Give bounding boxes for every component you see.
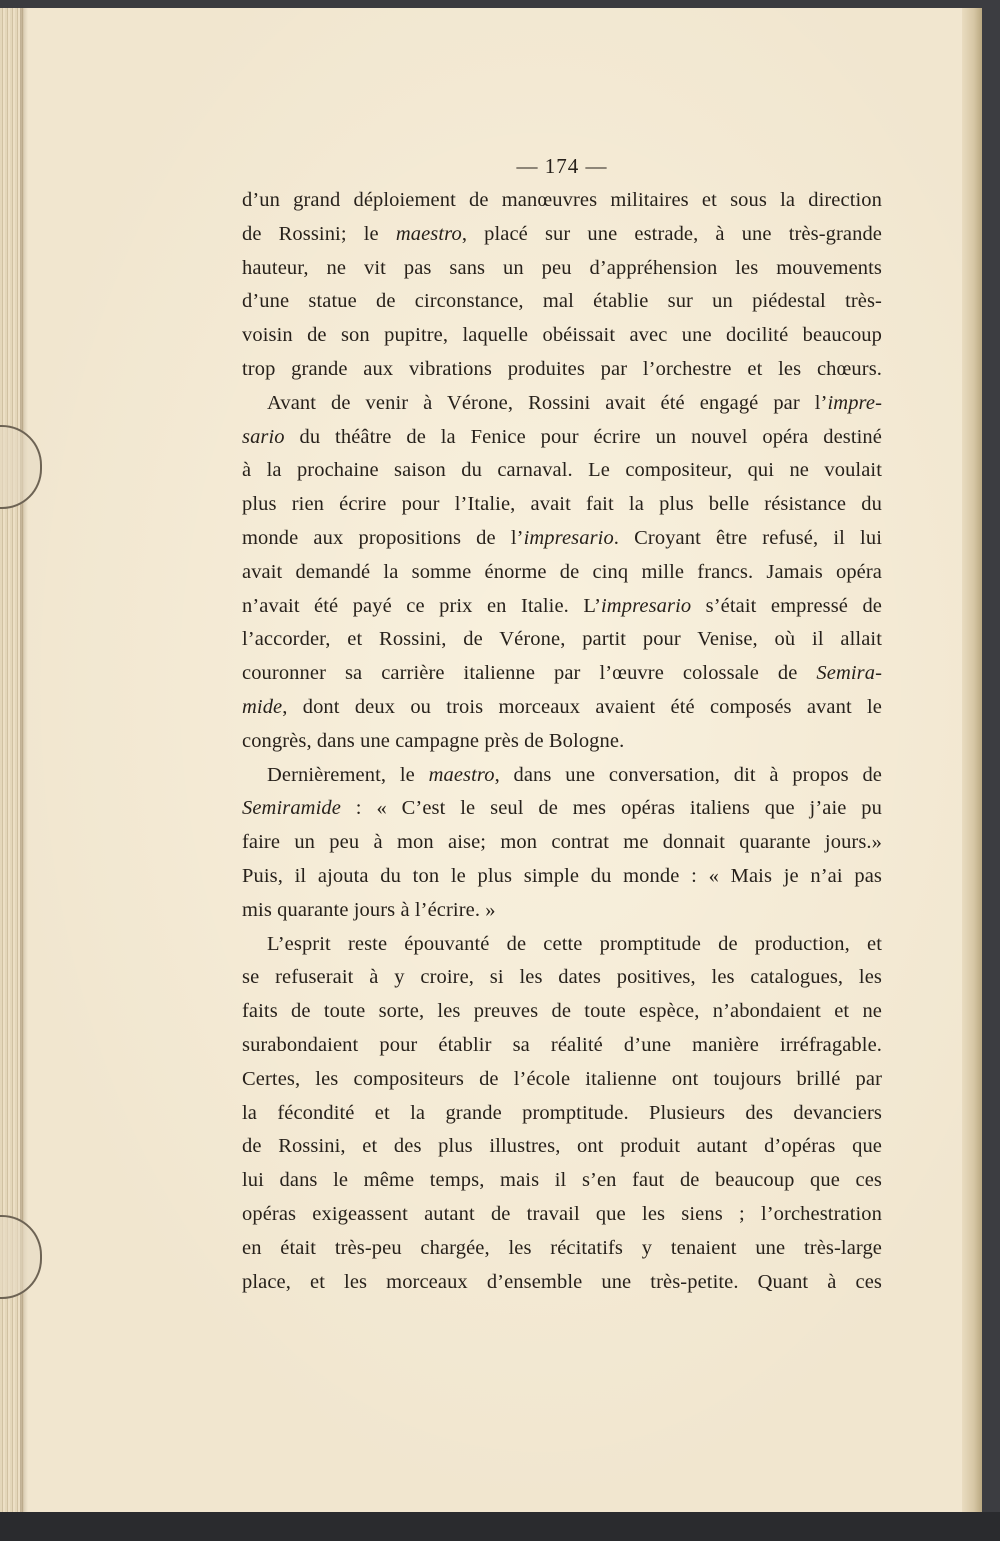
text-run: trop grande aux vibrations produites par l’orchestre et les chœurs. — [242, 357, 882, 380]
text-line — [242, 556, 882, 590]
text-run: mis quarante jours à l’écrire. » — [242, 898, 496, 921]
text-run: de Rossini, et des plus illustres, ont produit autant d’opéras que — [242, 1135, 882, 1158]
text-run: n’avait été payé ce prix en Italie. L’ — [242, 594, 602, 617]
text-line — [242, 454, 882, 488]
text-run: se refuserait à y croire, si les dates positives, les catalogues, les — [242, 966, 882, 989]
text-line — [242, 1164, 882, 1198]
text-run: en était très-peu chargée, les récitatifs y tenaient une très-large — [242, 1236, 882, 1259]
text-run: congrès, dans une campagne près de Bologne. — [242, 729, 625, 752]
scan-background-right — [980, 0, 1000, 1541]
text-line — [242, 725, 882, 759]
italic-text: Semiramide — [242, 797, 341, 820]
text-line — [242, 387, 882, 421]
text-line — [242, 1232, 882, 1266]
text-run: de Rossini; le — [242, 222, 396, 245]
italic-text: Semira- — [816, 662, 882, 685]
italic-text: impresario — [601, 594, 692, 617]
text-run: place, et les morceaux d’ensemble une très-petite. Quant à ces — [242, 1270, 882, 1293]
text-run: plus rien écrire pour l’Italie, avait fait la plus belle résistance du — [242, 493, 882, 516]
text-line — [242, 1029, 882, 1063]
text-run: d’une statue de circonstance, mal établie sur un piédestal très- — [242, 290, 882, 313]
text-line — [242, 218, 882, 252]
text-line — [242, 590, 882, 624]
text-line — [242, 319, 882, 353]
text-run: s’était empressé de — [691, 594, 882, 617]
text-line — [242, 826, 882, 860]
text-line — [242, 759, 882, 793]
text-run: à la prochaine saison du carnaval. Le compositeur, qui ne voulait — [242, 459, 882, 482]
text-line — [242, 860, 882, 894]
text-line — [242, 353, 882, 387]
text-run: couronner sa carrière italienne par l’œuvre colossale de — [242, 662, 817, 685]
text-run: Puis, il ajouta du ton le plus simple du monde : « Mais je n’ai pas — [242, 864, 882, 887]
text-run: avait demandé la somme énorme de cinq mille francs. Jamais opéra — [242, 560, 882, 583]
text-run: : « C’est le seul de mes opéras italiens que j’aie pu — [340, 797, 882, 820]
text-run: lui dans le même temps, mais il s’en faut de beaucoup que ces — [242, 1169, 882, 1192]
text-line — [242, 522, 882, 556]
text-line — [242, 995, 882, 1029]
body-text — [242, 184, 882, 1299]
text-line — [242, 691, 882, 725]
italic-text: maestro — [395, 222, 462, 245]
text-run: . Croyant être refusé, il lui — [613, 526, 882, 549]
page-number: — 174 — — [516, 154, 608, 178]
text-line — [242, 421, 882, 455]
text-line — [242, 1063, 882, 1097]
text-run: Certes, les compositeurs de l’école italienne ont toujours brillé par — [242, 1067, 882, 1090]
text-line — [242, 285, 882, 319]
text-run: faire un peu à mon aise; mon contrat me donnait quarante jours.» — [242, 831, 882, 854]
text-line — [242, 792, 882, 826]
text-run: surabondaient pour établir sa réalité d’une manière irréfragable. — [242, 1033, 882, 1056]
text-line — [242, 928, 882, 962]
italic-text: impresario — [523, 526, 614, 549]
text-run: monde aux propositions de l’ — [242, 526, 524, 549]
text-line — [242, 657, 882, 691]
italic-text: mide — [242, 695, 283, 718]
text-run: faits de toute sorte, les preuves de toute espèce, n’abondaient et ne — [242, 1000, 882, 1023]
page-text — [242, 148, 882, 1299]
italic-text: impre- — [827, 391, 882, 414]
italic-text: maestro — [428, 763, 495, 786]
text-run: , dont deux ou trois morceaux avaient été composés avant le — [282, 695, 882, 718]
text-run: l’accorder, et Rossini, de Vérone, partit pour Venise, où il allait — [242, 628, 882, 651]
text-run: Dernièrement, le — [267, 763, 429, 786]
text-run: opéras exigeassent autant de travail que les siens ; l’orchestration — [242, 1202, 882, 1225]
text-run: , placé sur une estrade, à une très-grande — [461, 222, 882, 245]
text-line — [242, 1097, 882, 1131]
text-line — [242, 488, 882, 522]
page-fore-edge — [962, 8, 982, 1514]
text-run: la fécondité et la grande promptitude. Plusieurs des devanciers — [242, 1101, 882, 1124]
text-line — [242, 252, 882, 286]
text-line — [242, 623, 882, 657]
text-run: , dans une conversation, dit à propos de — [494, 763, 882, 786]
text-run: voisin de son pupitre, laquelle obéissait avec une docilité beaucoup — [242, 324, 882, 347]
text-line — [242, 184, 882, 218]
text-line — [242, 961, 882, 995]
text-run: d’un grand déploiement de manœuvres militaires et sous la direction — [242, 189, 882, 211]
text-line — [242, 1266, 882, 1300]
text-run: L’esprit reste épouvanté de cette promptitude de production, et — [267, 932, 882, 955]
text-run: du théâtre de la Fenice pour écrire un nouvel opéra destiné — [284, 425, 882, 448]
text-line — [242, 894, 882, 928]
italic-text: sario — [242, 425, 285, 448]
text-line — [242, 1198, 882, 1232]
text-run: Avant de venir à Vérone, Rossini avait été engagé par l’ — [267, 391, 828, 414]
scan-background-bottom — [0, 1512, 1000, 1541]
text-run: hauteur, ne vit pas sans un peu d’appréhension les mouvements — [242, 256, 882, 279]
text-line — [242, 1130, 882, 1164]
